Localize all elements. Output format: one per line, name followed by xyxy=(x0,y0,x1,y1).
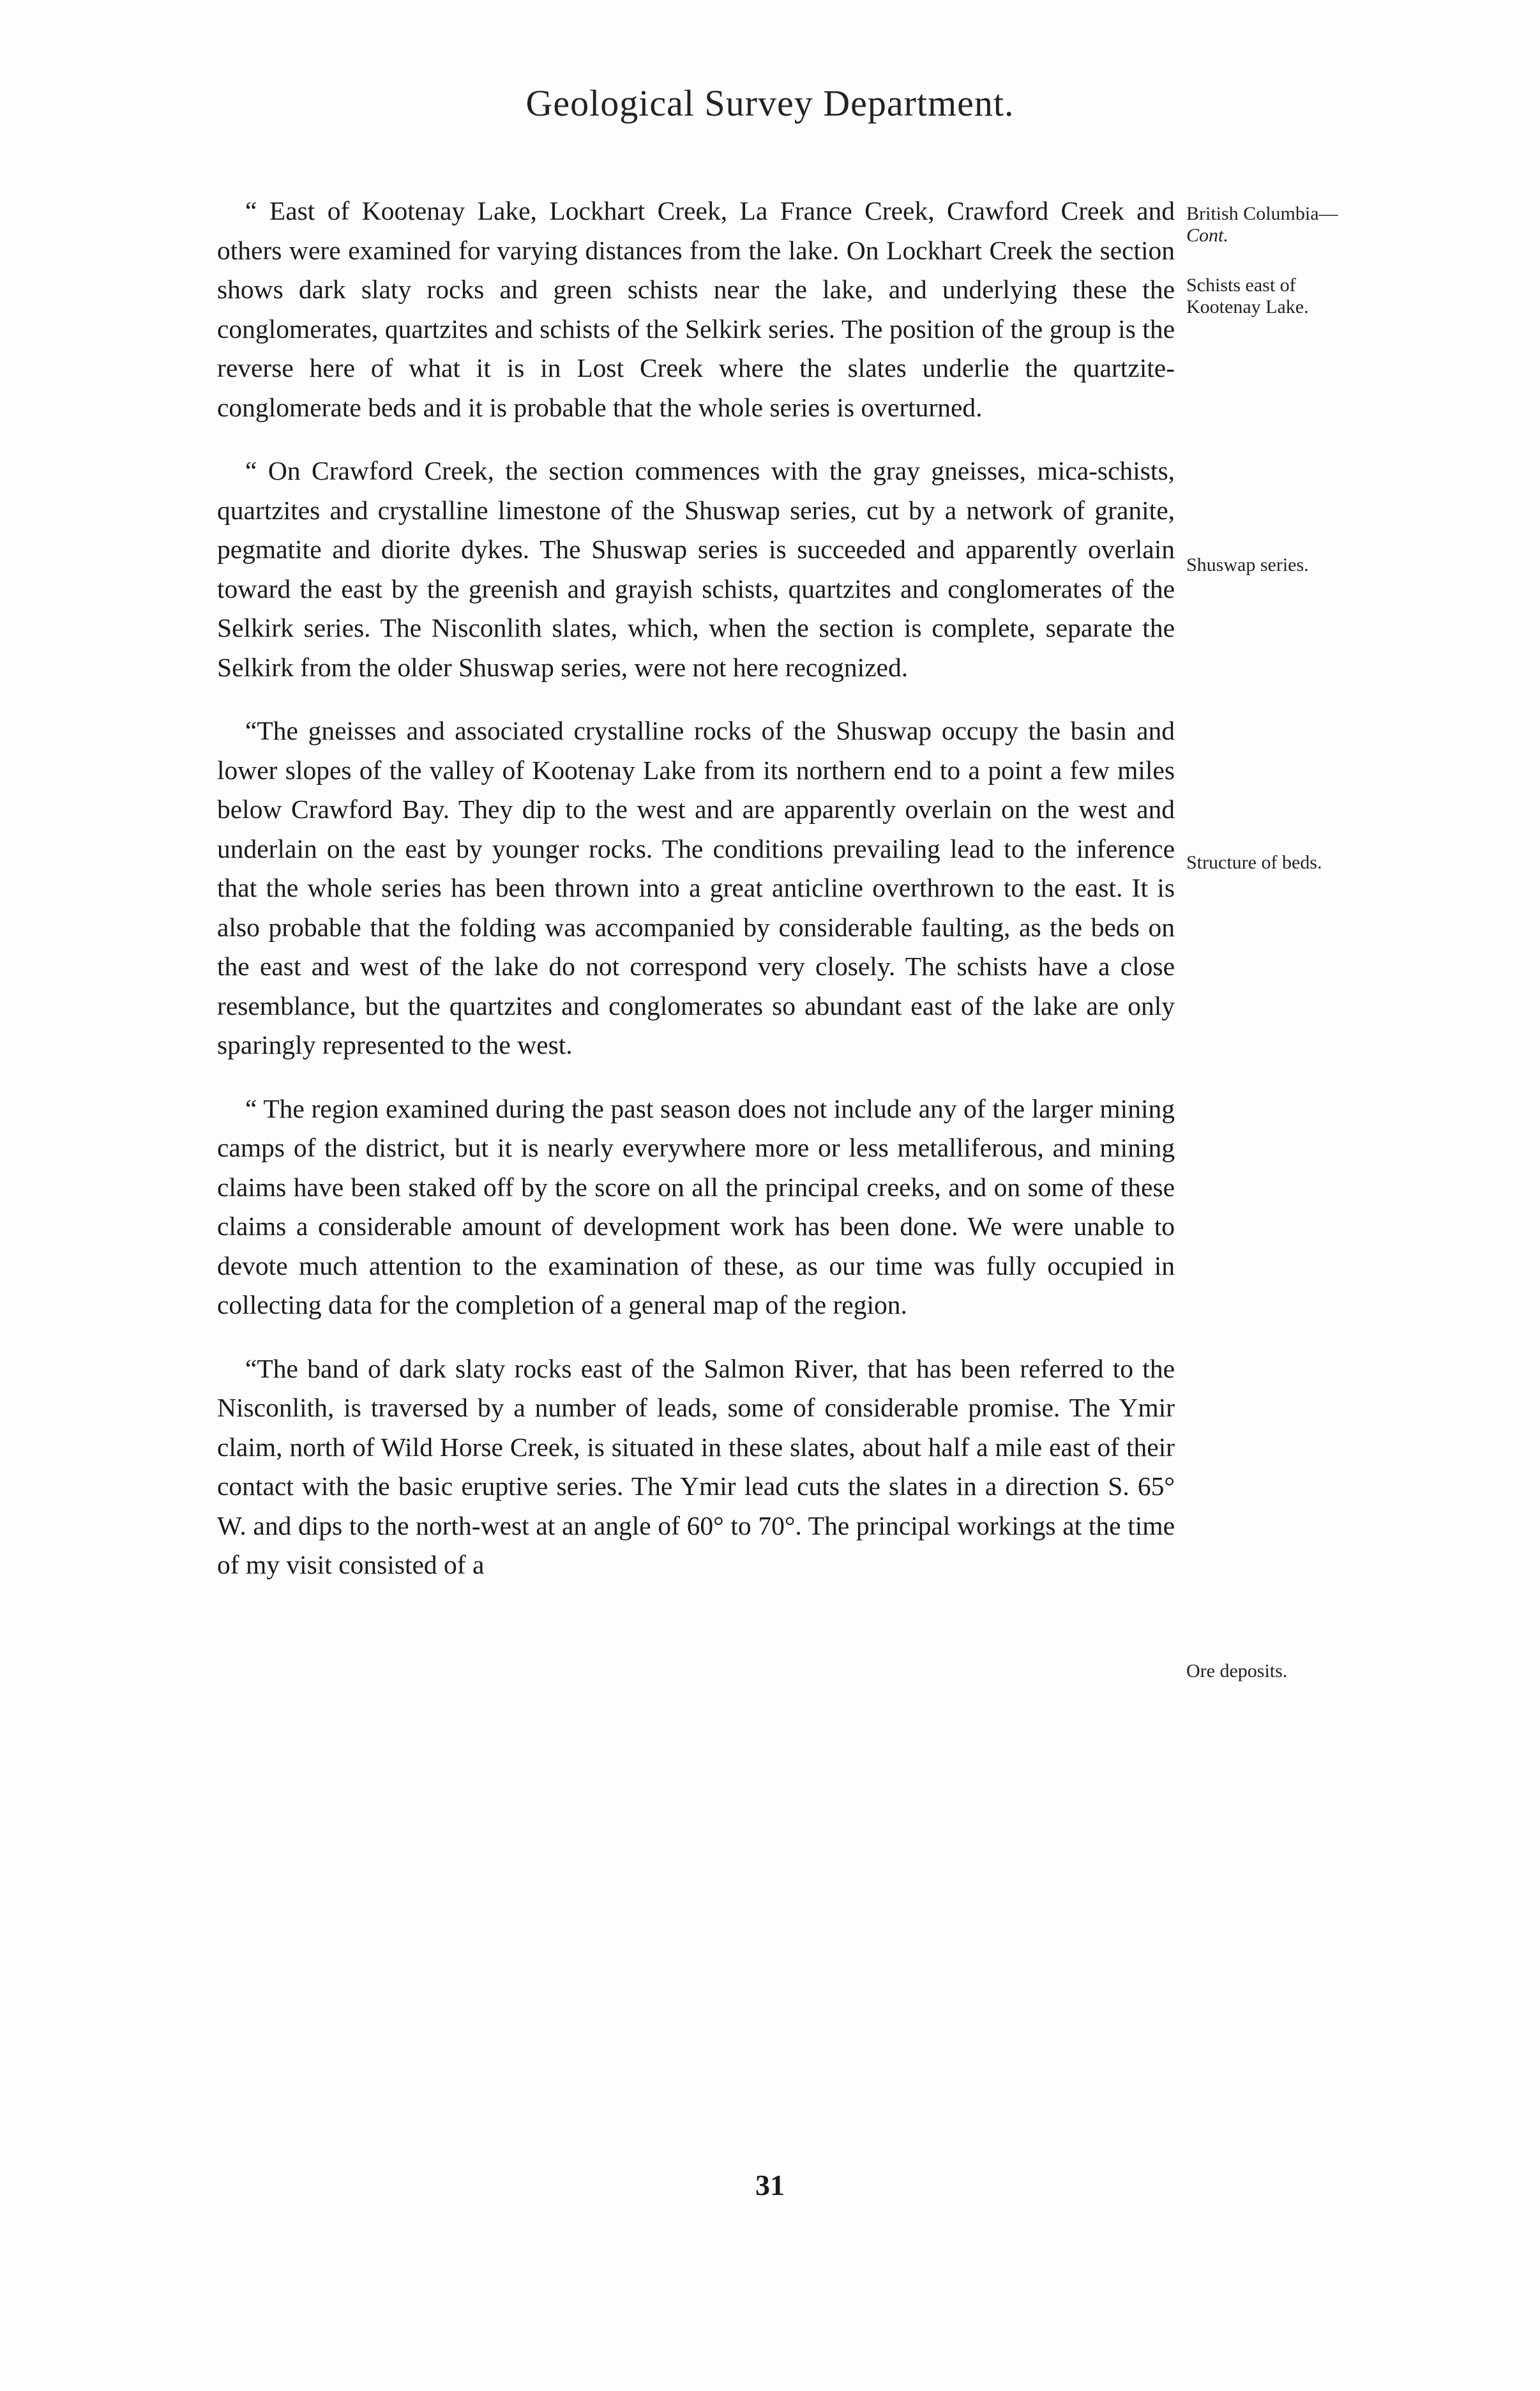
paragraph-region-examined: “ The region examined during the past season does not include any of the larger mining camps of the district, but it is nearly everywhere more or less metalliferous, and mining claims have been staked off by the score on all the principal creeks, and on some of these claims a considerable amount of development work has been done. We were unable to devote much attention to the examination of these, as our time was fully occupied in collecting data for the completion of a general map of the region. xyxy=(217,1093,1175,1319)
paragraph-slaty-rocks: “The band of dark slaty rocks east of the Salmon River, that has been referred to the Nisconlith, is traversed by a number of leads, some of considerable promise. The Ymir claim, north of Wild Horse Creek, is situated in these slates, about half a mile east of their contact with the basic eruptive series. The Ymir lead cuts the slates in a direction S. 65° W. and dips to the north-west at an angle of 60° to 70°. The principal workings at the time of my visit consisted of a xyxy=(217,1353,1175,1579)
margin-note-schists-east: Schists east of Kootenay Lake. xyxy=(1186,275,1309,317)
paragraph-gneisses: “The gneisses and associated crystalline rocks of the Shuswap occupy the basin and lower slopes of the valley of Kootenay Lake from its northern end to a point a few miles below Crawford Bay. They dip to the west and are apparently overlain on the west and underlain on the east by younger rocks. The conditions prevailing lead to the inference that the whole series has been thrown into a great anticline overthrown to the east. It is also probable that the folding was accompanied by considerable faulting, as the beds on the east and west of the lake do not correspond very closely. The schists have a close resemblance, but the quartzites and conglomerates so abundant east of the lake are only sparingly represented to the west. xyxy=(217,716,1175,1059)
body-text xyxy=(217,192,1175,1609)
page-number: 31 xyxy=(755,2169,785,2201)
margin-note-bc-label: British Columbia— xyxy=(1186,203,1338,224)
running-title: Geological Survey Department. xyxy=(525,82,1015,124)
margin-note-shuswap-series: Shuswap series. xyxy=(1186,554,1309,575)
margin-note-cont: Cont. xyxy=(1186,225,1228,246)
margin-note-ore-deposits: Ore deposits. xyxy=(1186,1660,1288,1681)
paragraph-kootenay-east: “ East of Kootenay Lake, Lockhart Creek, La France Creek, Crawford Creek and others were examined for varying distances from the lake. On Lockhart Creek the section shows dark slaty rocks and green schists near the lake, and underlying these the conglomerates, quartzites and schists of the Selkirk series. The position of the group is the reverse here of what it is in Lost Creek where the slates underlie the quartzite-conglomerate beds and it is probable that the whole series is overturned. xyxy=(217,196,1175,422)
margin-note-structure-of-beds: Structure of beds. xyxy=(1186,852,1322,873)
margin-note-british-columbia xyxy=(1186,203,1352,247)
paragraph-crawford-creek: “ On Crawford Creek, the section commences with the gray gneisses, mica-schists, quartzites and crystalline limestone of the Shuswap series, cut by a network of granite, pegmatite and diorite dykes. The Shuswap series is succeeded and apparently overlain toward the east by the greenish and grayish schists, quartzites and conglomerates of the Selkirk series. The Nisconlith slates, which, when the section is complete, separate the Selkirk from the older Shuswap series, were not here recognized. xyxy=(217,456,1175,682)
